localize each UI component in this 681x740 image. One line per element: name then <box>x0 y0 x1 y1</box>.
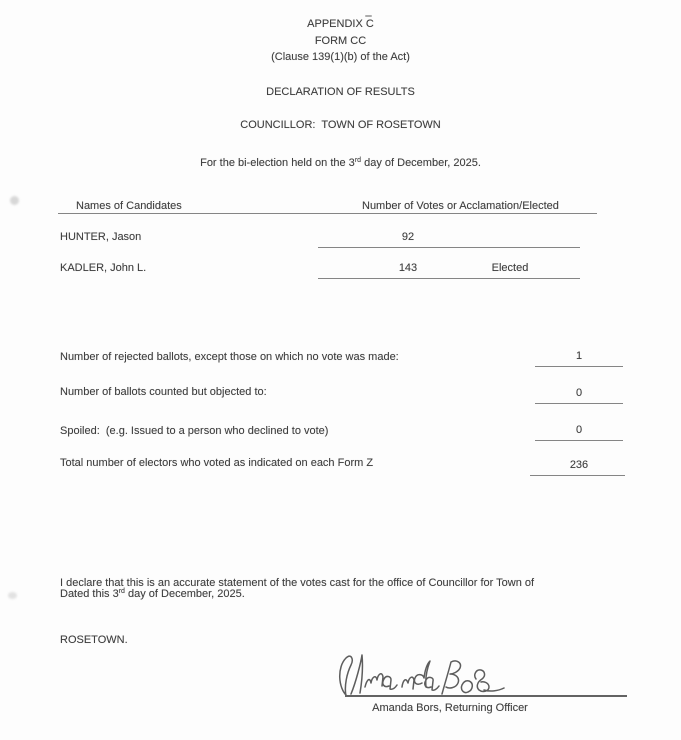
ballot-value: 236 <box>569 459 589 471</box>
votes-line <box>318 247 580 248</box>
election-date-ordinal: rd <box>354 157 362 164</box>
column-header-names: Names of Candidates <box>76 200 182 212</box>
signature-caption: Amanda Bors, Returning Officer <box>372 702 528 714</box>
ballot-value-line <box>535 440 623 441</box>
form-heading: FORM CC <box>314 35 367 47</box>
scan-speck <box>8 592 17 599</box>
ballot-value-line <box>535 403 623 404</box>
candidate-status: Elected <box>491 262 529 274</box>
dated-prefix: Dated this 3 <box>60 588 119 600</box>
candidate-votes: 143 <box>398 262 418 274</box>
ballot-label: Number of ballots counted but objected to: <box>60 386 267 398</box>
declaration-line-2: ROSETOWN. <box>60 634 128 646</box>
votes-line <box>318 278 580 279</box>
dated-suffix: day of December, 2025. <box>124 588 245 600</box>
page-title: DECLARATION OF RESULTS <box>266 86 415 98</box>
ballot-label: Spoiled: (e.g. Issued to a person who declined to vote) <box>60 425 329 437</box>
declaration-line-1: I declare that this is an accurate statement of the votes cast for the office of Councillor for Town of <box>60 577 535 589</box>
clause-heading: (Clause 139(1)(b) of the Act) <box>271 51 410 63</box>
column-header-votes: Number of Votes or Acclamation/Elected <box>362 200 559 212</box>
appendix-heading: APPENDIX C <box>307 18 374 30</box>
scan-speck <box>10 196 19 205</box>
election-date-suffix: day of December, 2025. <box>361 157 481 169</box>
ballot-value: 0 <box>575 387 583 399</box>
candidate-votes: 92 <box>401 231 415 243</box>
office-heading: COUNCILLOR: TOWN OF ROSETOWN <box>240 119 441 131</box>
candidate-name: KADLER, John L. <box>60 262 147 274</box>
ballot-label: Total number of electors who voted as indicated on each Form Z <box>60 457 374 469</box>
election-date-line <box>0 157 681 169</box>
election-date-prefix: For the bi-election held on the 3 <box>200 157 355 169</box>
ballot-value: 1 <box>575 350 583 362</box>
ballot-value-line <box>535 366 623 367</box>
signature-line <box>345 695 627 697</box>
ballot-label: Number of rejected ballots, except those on which no vote was made: <box>60 351 399 363</box>
scan-mark-over-c <box>365 15 372 17</box>
header-underline <box>58 213 597 214</box>
dated-line <box>60 588 245 600</box>
dated-ordinal: rd <box>118 588 125 595</box>
candidate-name: HUNTER, Jason <box>60 231 142 243</box>
ballot-value: 0 <box>575 424 583 436</box>
ballot-value-line <box>530 475 625 476</box>
